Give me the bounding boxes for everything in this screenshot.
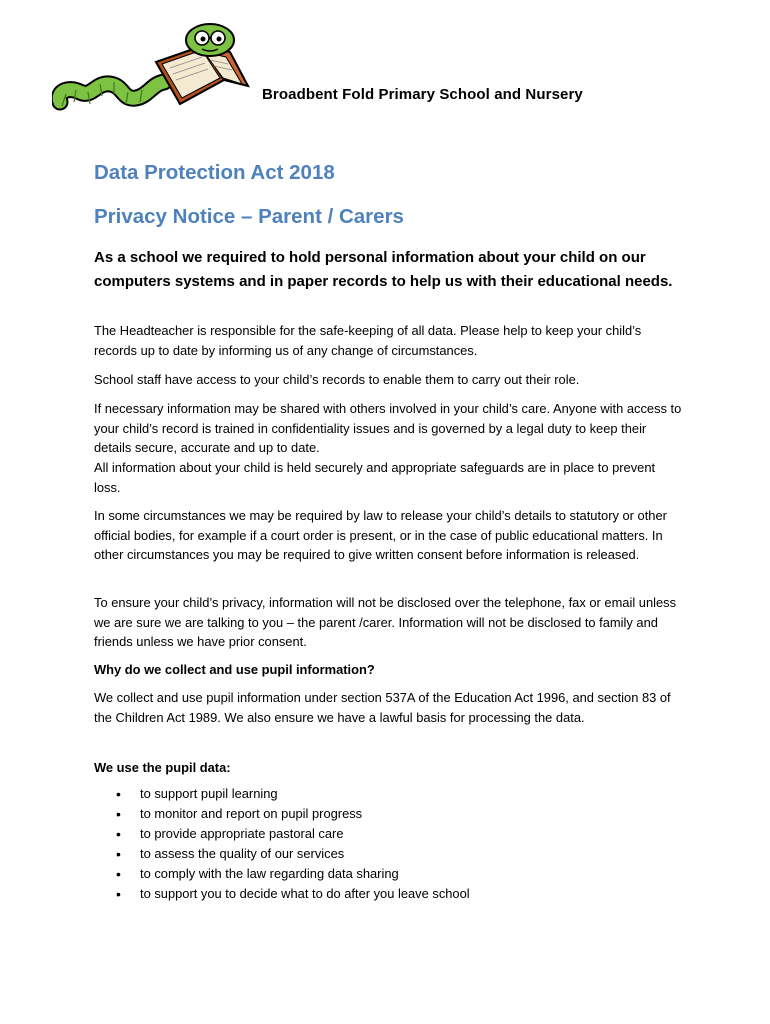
list-item: • to monitor and report on pupil progress: [94, 804, 684, 824]
paragraph-headteacher: The Headteacher is responsible for the safe-keeping of all data. Please help to keep your child’s records up to date by informing us of any change of circumstances.: [94, 323, 642, 358]
list-item: • to provide appropriate pastoral care: [94, 824, 684, 844]
intro-statement: As a school we required to hold personal information about your child on our computers systems and in paper records to help us with their educational needs.: [94, 249, 673, 290]
paragraph-legal-basis: We collect and use pupil information under section 537A of the Education Act 1996, and section 83 of the Children Act 1989. We also ensure we have a lawful basis for processing the data.: [94, 690, 671, 725]
document-subtitle: Privacy Notice – Parent / Carers: [94, 205, 404, 228]
paragraph-statutory-release: In some circumstances we may be required by law to release your child’s details to statutory or other official bodies, for example if a court order is present, or in the case of public educational matters. In other circumstances you may be required to give written consent before information is released.: [94, 508, 667, 563]
heading-we-use-data: We use the pupil data:: [94, 760, 231, 775]
list-item: • to support pupil learning: [94, 784, 684, 804]
paragraph-information-sharing: If necessary information may be shared with others involved in your child’s care. Anyone with access to your child’s record is trained in confidentiality issues and is governed by a legal duty to keep their details secure, accurate and up to date.: [94, 401, 682, 456]
heading-why-collect: Why do we collect and use pupil information?: [94, 662, 375, 677]
school-name: Broadbent Fold Primary School and Nursery: [262, 86, 583, 103]
list-item: • to support you to decide what to do after you leave school: [94, 884, 684, 904]
paragraph-privacy: To ensure your child’s privacy, information will not be disclosed over the telephone, fax or email unless we are sure we are talking to you – the parent /carer. Information will not be disclosed to family and friends unless we have prior consent.: [94, 595, 677, 650]
paragraph-staff-access: School staff have access to your child’s records to enable them to carry out their role.: [94, 372, 580, 387]
list-item: • to comply with the law regarding data sharing: [94, 864, 684, 884]
data-uses-list: [94, 784, 684, 904]
document-title: Data Protection Act 2018: [94, 161, 335, 184]
bookworm-reading-logo-icon: [52, 22, 262, 122]
list-item: • to assess the quality of our services: [94, 844, 684, 864]
paragraph-secure-storage: All information about your child is held securely and appropriate safeguards are in place to prevent loss.: [94, 460, 656, 495]
